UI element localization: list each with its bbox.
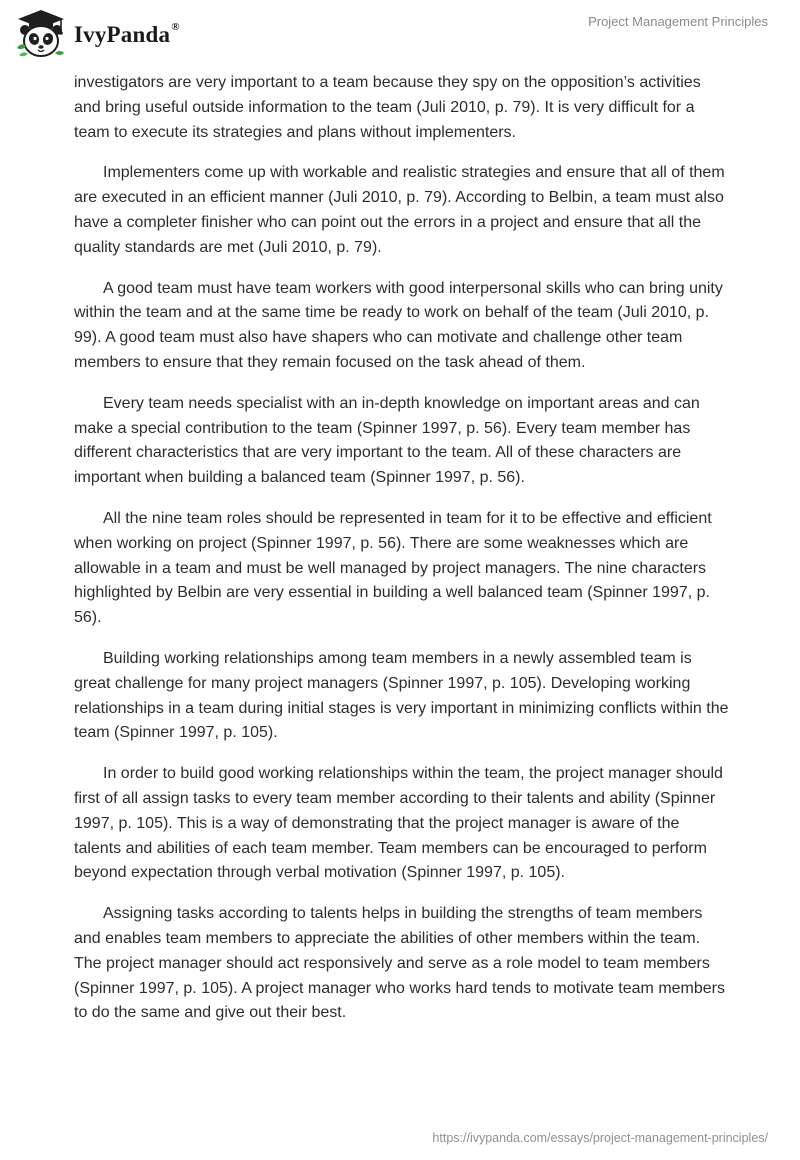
paragraph: A good team must have team workers with good interpersonal skills who can bring unity within the team and at the same time be ready to work on behalf of the team (Juli 2010, p. 99). A good team must also have shapers who can motivate and challenge other team members to ensure that they remain focused on the task ahead of them.	[74, 279, 723, 371]
paragraph: Building working relationships among team members in a newly assembled team is great challenge for many project managers (Spinner 1997, p. 105). Developing working relationships in a team during initial stages is very important in minimizing conflicts within the team (Spinner 1997, p. 105).	[74, 649, 729, 742]
page-header	[0, 0, 800, 70]
source-url-link[interactable]: https://ivypanda.com/essays/project-management-principles/	[432, 1131, 768, 1145]
panda-graduation-cap-icon	[14, 8, 68, 60]
paragraph: investigators are very important to a team because they spy on the opposition’s activities and bring useful outside information to the team (Juli 2010, p. 79). It is very difficult for a team to execute its strategies and plans without implementers.	[74, 74, 701, 141]
paragraph: Implementers come up with workable and realistic strategies and ensure that all of them are executed in an efficient manner (Juli 2010, p. 79). According to Belbin, a team must also have a completer finisher who can point out the errors in a project and ensure that all the quality standards are met (Juli 2010, p. 79).	[74, 164, 725, 256]
paragraph: All the nine team roles should be represented in team for it to be effective and efficient when working on project (Spinner 1997, p. 56). There are some weaknesses which are allowable in a team and must be well managed by project managers. The nine characters highlighted by Belbin are very essential in building a well balanced team (Spinner 1997, p. 56).	[74, 509, 712, 627]
paragraph: Assigning tasks according to talents helps in building the strengths of team members and enables team members to appreciate the abilities of other members within the team. The project manager should act responsively and serve as a role model to team members (Spinner 1997, p. 105). A project manager who works hard tends to motivate team members to do the same and give out their best.	[74, 905, 725, 1022]
document-title: Project Management Principles	[588, 14, 768, 29]
essay-body	[74, 71, 730, 1042]
logo-wordmark: IvyPanda®	[74, 21, 180, 47]
paragraph: Every team needs specialist with an in-depth knowledge on important areas and can make a special contribution to the team (Spinner 1997, p. 56). Every team member has different characteristics that are very important to the team. All of these characters are important when building a balanced team (Spinner 1997, p. 56).	[74, 394, 700, 487]
ivypanda-logo[interactable]	[14, 8, 180, 60]
paragraph: In order to build good working relationships within the team, the project manager should first of all assign tasks to every team member according to their talents and ability (Spinner 1997, p. 105). This is a way of demonstrating that the project manager is aware of the talents and abilities of each team member. Team members can be encouraged to perform beyond expectation through verbal motivation (Spinner 1997, p. 105).	[74, 765, 723, 882]
